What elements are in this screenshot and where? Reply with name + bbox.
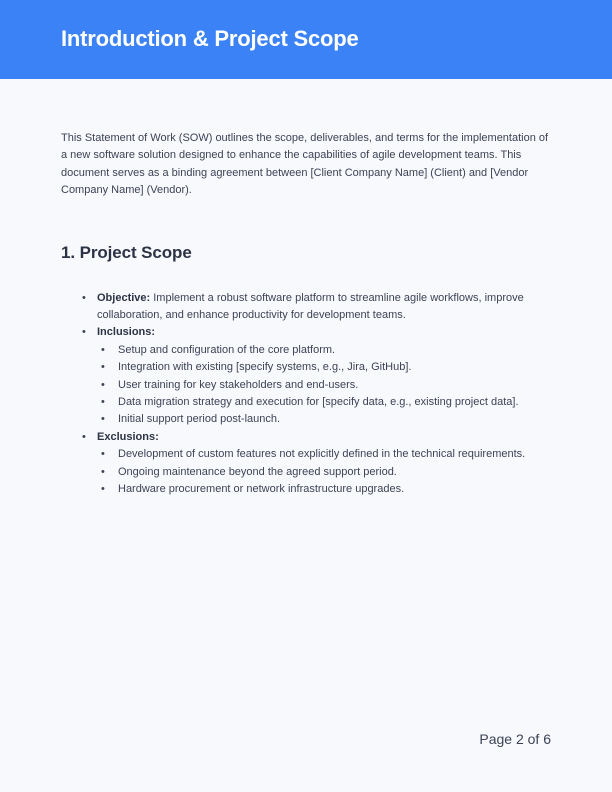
list-item: • Ongoing maintenance beyond the agreed support period. [97,464,551,481]
project-scope-list [61,290,551,499]
list-item: • Initial support period post-launch. [97,411,551,428]
section-heading-project-scope: 1. Project Scope [61,242,192,262]
list-item: • Integration with existing [specify systems, e.g., Jira, GitHub]. [97,359,551,376]
list-item-content [97,324,551,341]
page-title: Introduction & Project Scope [61,26,359,52]
intro-paragraph: This Statement of Work (SOW) outlines the scope, deliverables, and terms for the implementation of a new software solution designed to enhance the capabilities of agile development teams. This document serves as a binding agreement between [Client Company Name] (Client) and [Vendor Company Name] (Vendor). [61,132,549,197]
page-footer [0,726,612,752]
list-item-label: Exclusions: [97,430,159,443]
list-item: • Development of custom features not explicitly defined in the technical requirements. [97,446,551,463]
list-item: • Hardware procurement or network infrastructure upgrades. [97,481,551,498]
list-item: • Data migration strategy and execution for [specify data, e.g., existing project data]. [97,394,551,411]
list-item-label: Objective: [97,291,151,304]
list-item-content [97,429,551,446]
list-item: • Setup and configuration of the core platform. [97,342,551,359]
list-item: • User training for key stakeholders and end-users. [97,377,551,394]
list-item-label: Inclusions: [97,326,156,339]
page-number-label: Page 2 of 6 [479,731,551,747]
list-item [61,324,551,428]
document-content [0,130,612,499]
page-header-banner [0,0,612,79]
list-item-text: Implement a robust software platform to streamline agile workflows, improve collaboration, and enhance productivity for development teams. [97,291,524,322]
exclusions-sublist [97,446,551,498]
list-item [61,429,551,499]
list-item-content [97,290,551,325]
list-item [61,290,551,325]
inclusions-sublist [97,342,551,429]
